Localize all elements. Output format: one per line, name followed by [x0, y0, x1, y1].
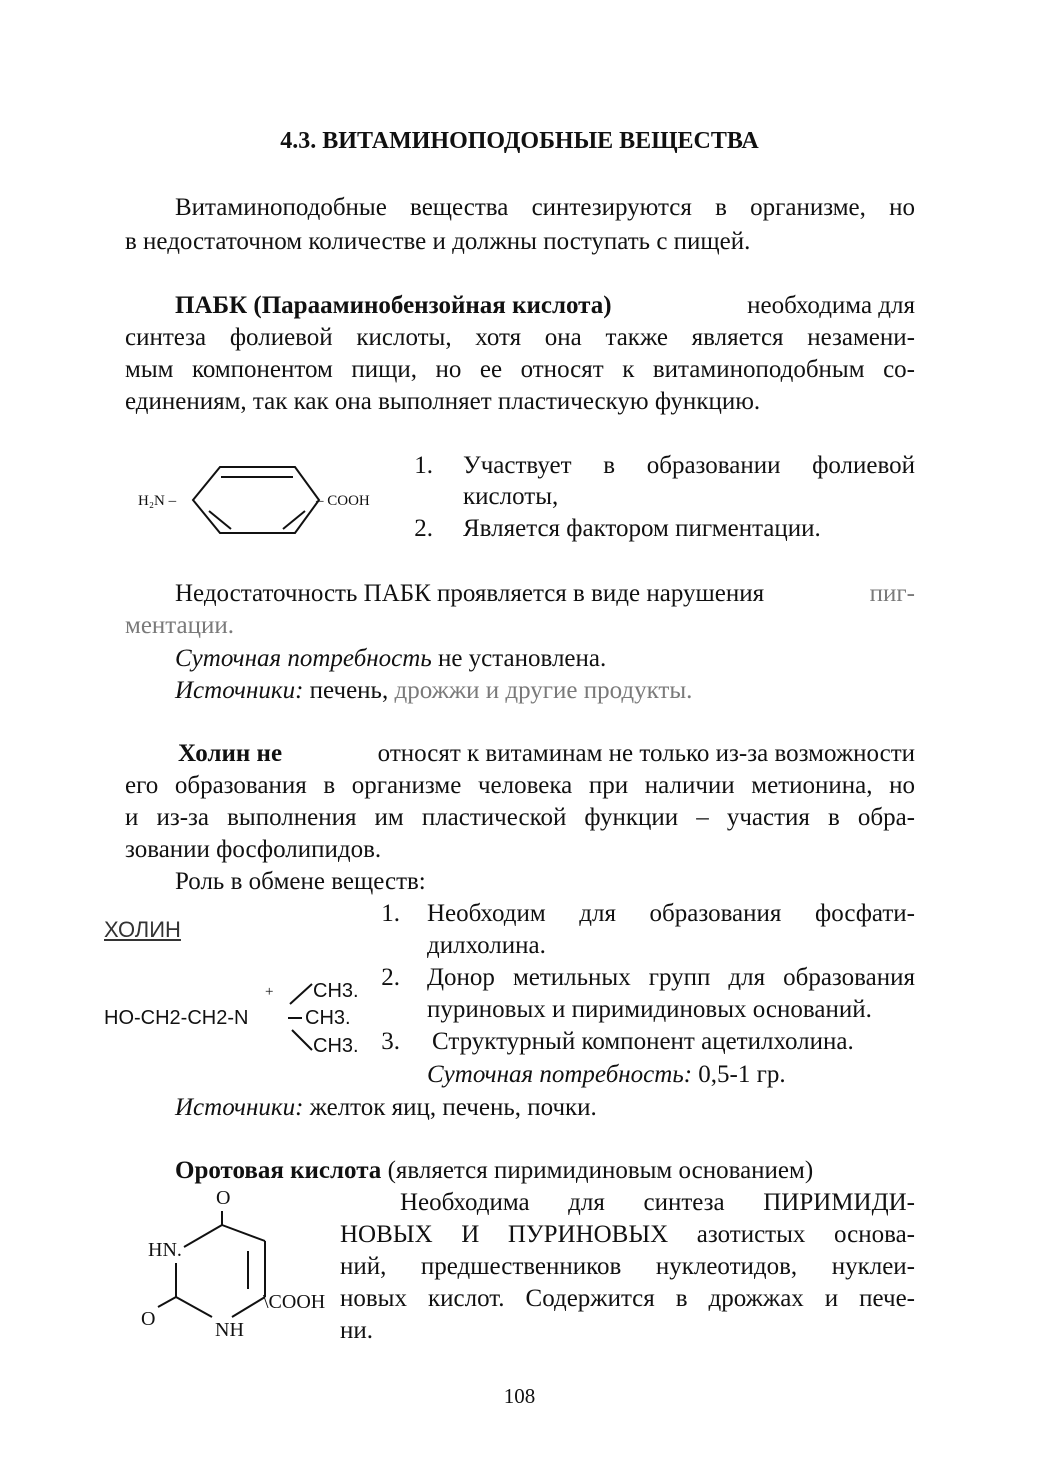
- intro-line-1: Витаминоподобные вещества синтезируются в организме, но: [175, 194, 915, 221]
- pabk-sources: [175, 675, 692, 707]
- orotic-line-3: ний, предшественников нуклеотидов, нуклеи-: [340, 1253, 915, 1280]
- orotic-atom-hn: HN.: [148, 1239, 182, 1261]
- orotic-atom-o-top: O: [216, 1187, 231, 1209]
- pabk-sources-value: печень,: [309, 677, 389, 704]
- orotic-atom-nh: NH: [215, 1319, 244, 1341]
- pabk-deficiency-line-2: ментации.: [125, 612, 235, 639]
- pabk-role-1-line-2: кислоты,: [463, 483, 559, 510]
- choline-role-2-line-2: пуриновых и пиримидиновых оснований.: [427, 996, 872, 1023]
- pyrimidine-ring-icon: [140, 1195, 290, 1335]
- orotic-atom-cooh: \COOH: [263, 1291, 326, 1313]
- choline-ch3-bottom: CH3.: [313, 1035, 359, 1057]
- pabk-role-2-num: 2.: [414, 515, 433, 542]
- pabk-formula-left: H₂N –: [138, 493, 177, 509]
- pabk-deficiency-text: Недостаточность ПАБК проявляется в виде нарушения: [175, 580, 765, 607]
- pabk-sources-value-gray: дрожжи и другие продукты.: [394, 677, 693, 704]
- orotic-heading-rest: (является пиримидиновым основанием): [387, 1157, 814, 1184]
- choline-line-1: [178, 738, 915, 770]
- pabk-formula-right: – COOH: [316, 493, 370, 509]
- orotic-line-1: Необходима для синтеза ПИРИМИДИ-: [400, 1189, 915, 1216]
- choline-role-2-num: 2.: [381, 964, 400, 991]
- pabk-role-1-line-1: Участвует в образовании фолиевой: [463, 452, 915, 479]
- page-number: 108: [503, 1384, 536, 1408]
- choline-sources-value: желток яиц, печень, почки.: [309, 1094, 597, 1121]
- choline-line-1-rest: относят к витаминам не только из-за возможности: [377, 740, 915, 767]
- choline-line-3: и из-за выполнения им пластической функции – участия в обра-: [125, 804, 915, 831]
- pabk-daily-need: [175, 643, 606, 675]
- pabk-line-2: синтеза фолиевой кислоты, хотя она также является незамени-: [125, 324, 915, 351]
- orotic-line-4: новых кислот. Содержится в дрожжах и пече-: [340, 1285, 915, 1312]
- choline-line-4: зовании фосфолипидов.: [125, 836, 382, 863]
- choline-role-3-num: 3.: [381, 1028, 400, 1055]
- choline-structure-label: ХОЛИН: [104, 917, 181, 942]
- choline-sources: [175, 1092, 597, 1124]
- pabk-deficiency-text-gray: пиг-: [869, 580, 915, 607]
- benzene-ring-icon: [185, 465, 325, 535]
- choline-term: Холин не: [178, 740, 283, 767]
- orotic-heading: [175, 1155, 813, 1187]
- orotic-atom-o-left: O: [141, 1308, 156, 1330]
- orotic-line-5: ни.: [340, 1317, 374, 1344]
- pabk-line-1: [175, 290, 915, 322]
- choline-daily-label: Суточная потребность:: [427, 1061, 693, 1088]
- orotic-term: Оротовая кислота: [175, 1157, 382, 1184]
- pabk-role-2-line-1: Является фактором пигментации.: [463, 515, 821, 542]
- pabk-term: ПАБК (Парааминобензойная кислота): [175, 292, 612, 319]
- choline-role-1-line-1: Необходим для образования фосфати-: [427, 900, 915, 927]
- pabk-line-3: мым компонентом пищи, но ее относят к витаминоподобным со-: [125, 356, 915, 383]
- pabk-deficiency-line-1: [175, 578, 915, 610]
- choline-role-3-line-1: Структурный компонент ацетилхолина.: [432, 1028, 854, 1055]
- pabk-sources-label: Источники:: [175, 677, 304, 704]
- choline-role-1-num: 1.: [381, 900, 400, 927]
- choline-daily-need: [427, 1059, 786, 1091]
- pabk-daily-label: Суточная потребность: [175, 645, 432, 672]
- pabk-daily-value: не установлена.: [437, 645, 607, 672]
- choline-daily-value: 0,5-1 гр.: [698, 1061, 786, 1088]
- choline-ch3-middle: CH3.: [305, 1007, 351, 1029]
- choline-role-1-line-2: дилхолина.: [427, 932, 546, 959]
- pabk-line-4: единениям, так как она выполняет пластическую функцию.: [125, 388, 761, 415]
- pabk-role-1-num: 1.: [414, 452, 433, 479]
- orotic-line-2: НОВЫХ И ПУРИНОВЫХ азотистых основа-: [340, 1221, 915, 1248]
- pabk-line-1-rest: необходима для: [747, 292, 915, 319]
- choline-role-2-line-1: Донор метильных групп для образования: [427, 964, 915, 991]
- choline-formula-chain: HO-CH2-CH2-N: [104, 1007, 249, 1029]
- choline-ch3-top: CH3.: [313, 980, 359, 1002]
- choline-role-heading: Роль в обмене веществ:: [175, 868, 426, 895]
- choline-line-2: его образования в организме человека при наличии метионина, но: [125, 772, 915, 799]
- page-title: 4.3. ВИТАМИНОПОДОБНЫЕ ВЕЩЕСТВА: [280, 128, 759, 154]
- choline-formula-plus: +: [265, 984, 274, 1000]
- choline-sources-label: Источники:: [175, 1094, 304, 1121]
- intro-line-2: в недостаточном количестве и должны поступать с пищей.: [125, 228, 751, 255]
